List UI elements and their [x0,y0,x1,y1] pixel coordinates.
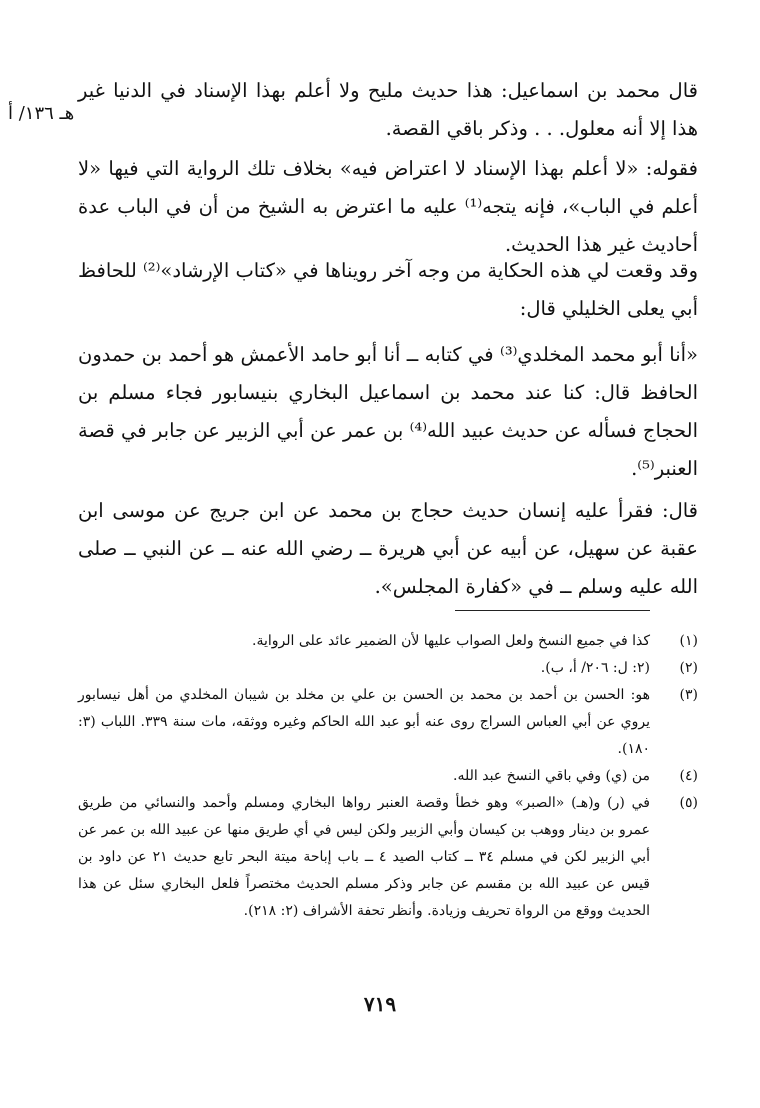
footnote-3 [78,682,698,763]
footnote-4 [78,763,698,790]
footnote-text: من (ي) وفي باقي النسخ عبد الله. [453,768,650,784]
paragraph-4: «أنا أبو محمد المخلدي⁽³⁾ في كتابه ــ أنا أبو حامد الأعمش هو أحمد بن حمدون الحافظ قال: كنا عند محمد بن اسماعيل البخاري بنيسابور فجاء مسلم بن الحجاج فسأله عن حديث عبيد الله⁽⁴⁾ بن عمر عن أبي الزبير عن جابر في قصة العنبر⁽⁵⁾. [78,343,698,480]
footnotes [78,628,698,925]
footnote-text: (٢: ل: ٢٠٦/ أ، ب). [540,660,650,676]
paragraph-2: فقوله: «لا أعلم بهذا الإسناد لا اعتراض فيه» بخلاف تلك الرواية التي فيها «لا أعلم في الباب»، فإنه يتجه⁽¹⁾ عليه ما اعترض به الشيخ من أن في الباب عدة أحاديث غير هذا الحديث. [78,157,698,256]
footnote-2 [78,655,698,682]
paragraph-3: وقد وقعت لي هذه الحكاية من وجه آخر رويناها في «كتاب الإرشاد»⁽²⁾ للحافظ أبي يعلى الخليلي قال: [78,259,698,320]
footnote-1 [78,628,698,655]
footnote-number: (٣) [679,687,698,703]
paragraph-5: قال: فقرأ عليه إنسان حديث حجاج بن محمد عن ابن جريج عن موسى ابن عقبة عن سهيل، عن أبيه عن أبي هريرة ــ رضي الله عنه ــ عن النبي ــ صلى الله عليه وسلم ــ في «كفارة المجلس». [78,499,698,598]
page-number: ٧١٩ [363,992,397,1016]
footnote-5 [78,790,698,925]
margin-manuscript-reference: هـ ١٣٦/ أ [8,103,75,124]
footnote-separator [455,610,650,611]
footnote-text: كذا في جميع النسخ ولعل الصواب عليها لأن الضمير عائد على الرواية. [252,633,650,649]
paragraph-1: قال محمد بن اسماعيل: هذا حديث مليح ولا أعلم بهذا الإسناد في الدنيا غير هذا إلا أنه معلول. . . وذكر باقي القصة. [78,79,698,140]
footnote-number: (٥) [679,795,698,811]
footnote-text: في (ر) و(هـ) «الصبر» وهو خطأ وقصة العنبر رواها البخاري ومسلم وأحمد والنسائي من طريق عمرو بن دينار ووهب بن كيسان وأبي الزبير ولكن ليس في أي طريق منها عن عبيد الله بن عمر عن أبي الزبير لكن في مسلم ٣٤ ــ كتاب الصيد ٤ ــ باب إباحة ميتة البحر تابع حديث ٢١ عن داود بن قيس عن عبيد الله بن مقسم عن جابر وذكر مسلم الحديث مختصراً فلعل البخاري سئل عن هذا الحديث ووقع من الرواة تحريف وزيادة. وأنظر تحفة الأشراف (٢: ٢١٨). [78,795,650,919]
footnote-number: (٢) [679,660,698,676]
footnote-number: (١) [679,633,698,649]
footnote-number: (٤) [679,768,698,784]
footnote-text: هو: الحسن بن أحمد بن محمد بن الحسن بن علي بن مخلد بن شيبان المخلدي من أهل نيسابور يروي عن أبي العباس السراج روى عنه أبو عبد الله الحاكم وغيره ووثقه، مات سنة ٣٣٩. اللباب (٣: ١٨٠). [78,687,650,757]
